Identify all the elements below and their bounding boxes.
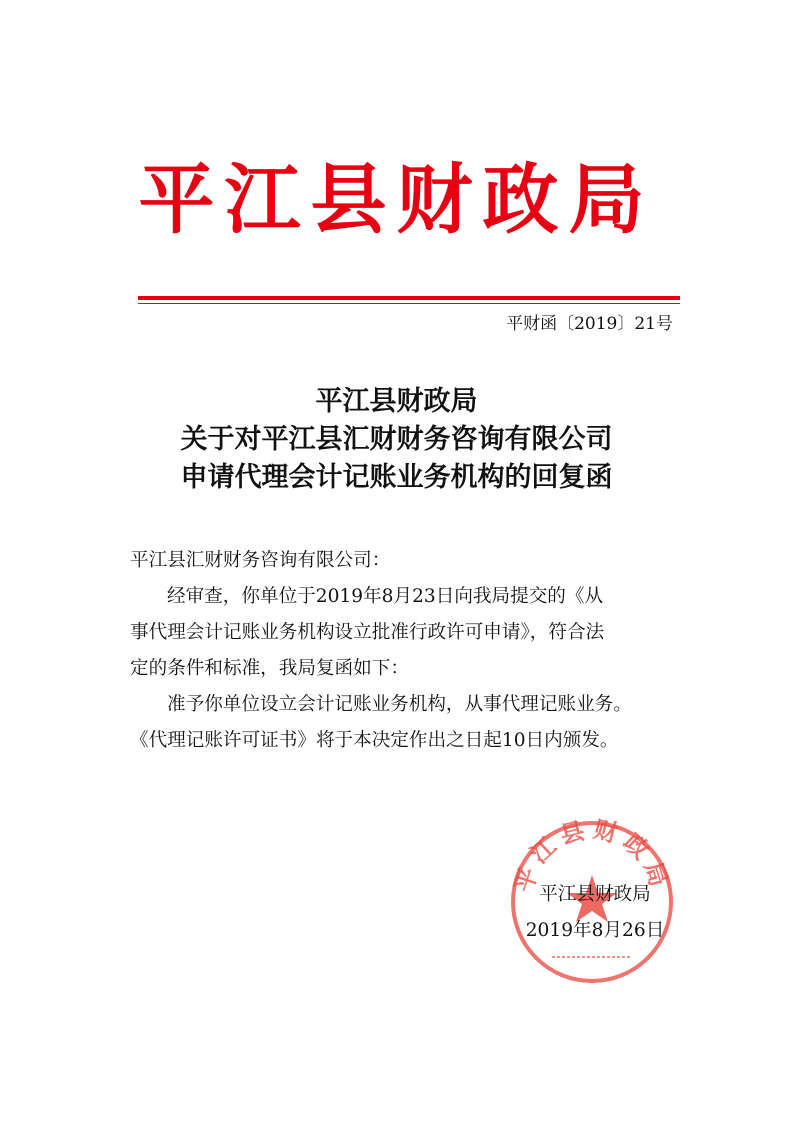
masthead-rule-thick — [138, 296, 680, 300]
issue-date: 2019年8月26日 — [525, 920, 665, 941]
title-line-2: 关于对平江县汇财财务咨询有限公司 — [180, 424, 613, 455]
masthead-title: 平江县财政局 — [138, 155, 655, 244]
document-title — [0, 383, 793, 497]
document-number: 平财函〔2019〕21号 — [506, 314, 673, 334]
paragraph-2-line-1: 准予你单位设立会计记账业务机构，从事代理记账业务。 — [167, 694, 632, 715]
signoff-block — [500, 877, 690, 949]
title-line-1: 平江县财政局 — [315, 386, 478, 417]
paragraph-1-line-1: 经审查，你单位于2019年8月23日向我局提交的《从 — [167, 586, 604, 607]
salutation: 平江县汇财财务咨询有限公司： — [130, 550, 391, 571]
masthead-rule-thin — [138, 303, 680, 304]
paragraph-1-line-3: 定的条件和标准，我局复函如下： — [130, 658, 409, 679]
paragraph-1-line-2: 事代理会计记账业务机构设立批准行政许可申请》，符合法 — [130, 622, 605, 643]
svg-text:平江县财政局: 平江县财政局 — [509, 817, 675, 896]
issuer-name: 平江县财政局 — [539, 884, 651, 905]
letter-body — [130, 543, 685, 759]
title-line-3: 申请代理会计记账业务机构的回复函 — [180, 462, 613, 493]
paragraph-2-line-2: 《代理记账许可证书》将于本决定作出之日起10日内颁发。 — [130, 730, 619, 751]
